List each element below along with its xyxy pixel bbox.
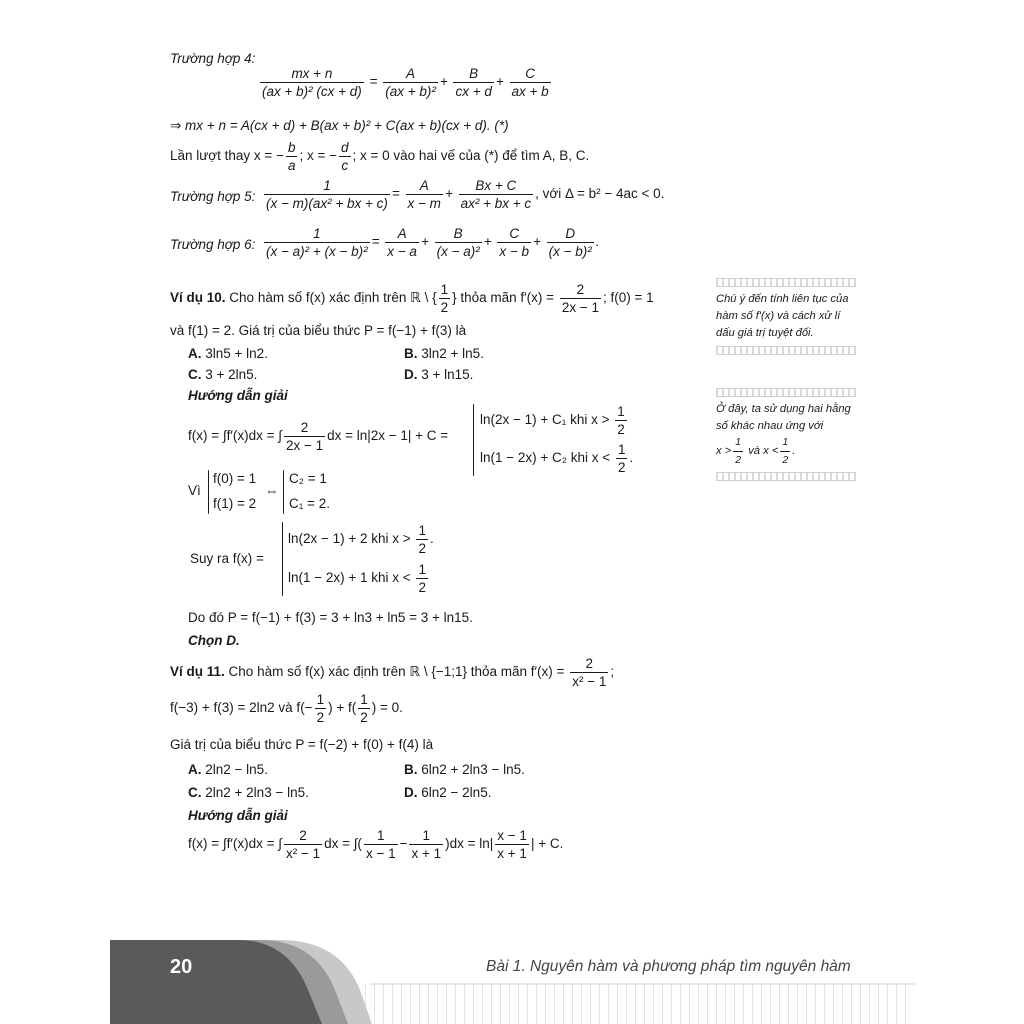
ex10-answer: Chọn D. xyxy=(188,633,240,648)
ex10-system-brace-1 xyxy=(208,470,209,514)
ex10-option-c: C. 3 + 2ln5. xyxy=(188,367,258,382)
ex10-case-2: ln(1 − 2x) + C₂ khi x < $\frac{1}{2}$ . xyxy=(480,442,634,475)
side-note-top-rule xyxy=(716,388,856,397)
case6-label: Trường hợp 6: xyxy=(170,237,256,252)
ex10-option-a: A. 3ln5 + ln2. xyxy=(188,346,268,361)
side-note-continuity-text: Chú ý đến tính liên tục của hàm số f′(x) và cách xử lí dấu giá trị tuyệt đối. xyxy=(716,293,849,339)
ex11-option-a: A. 2ln2 − ln5. xyxy=(188,762,268,777)
ex10-case-1: ln(2x − 1) + C₁ khi x > $\frac{1}{2}$ xyxy=(480,404,625,437)
case4-formula: $\frac{mx + n}{\text{(ax + b)² (cx + d)}}$ = $\frac{A}{\text{(ax + b)²}}$ + $\frac{B}{cx + d}$ + $\frac{C}{ax + b}$ xyxy=(262,66,549,99)
ex10-result-brace xyxy=(282,522,283,596)
footer-band xyxy=(110,940,1024,1024)
ex10-iff: ⇔ xyxy=(265,483,279,498)
ex10-system-1b: f(1) = 2 xyxy=(213,496,257,511)
side-note-top-rule xyxy=(716,278,856,287)
example10-statement: Ví dụ 10. Cho hàm số f(x) xác định trên ℝ \ { $\frac{1}{2}$ } thỏa mãn f′(x) = $\frac{2}{2x - 1}$ ; f(0) = 1 xyxy=(170,282,654,315)
example11-question: Giá trị của biểu thức P = f(−2) + f(0) + f(4) là xyxy=(170,737,434,752)
example11-statement: Ví dụ 11. Cho hàm số f(x) xác định trên ℝ \ {−1;1} thỏa mãn f′(x) = $\frac{2}{\text{x² − 1}}$ ; xyxy=(170,656,615,689)
ex10-guide-heading: Hướng dẫn giải xyxy=(188,388,288,403)
side-note-continuity xyxy=(716,278,856,355)
ex11-option-b: B. 6ln2 + 2ln3 − ln5. xyxy=(404,762,525,777)
ex11-guide-heading: Hướng dẫn giải xyxy=(188,808,288,823)
ex11-option-d: D. 6ln2 − 2ln5. xyxy=(404,785,492,800)
ex10-option-d: D. 3 + ln15. xyxy=(404,367,474,382)
example11-conditions: f(−3) + f(3) = 2ln2 và f(− $\frac{1}{2}$ ) + f( $\frac{1}{2}$ ) = 0. xyxy=(170,692,403,725)
ex10-conclusion: Do đó P = f(−1) + f(3) = 3 + ln3 + ln5 = 3 + ln15. xyxy=(188,610,473,625)
case4-substitution: Lần lượt thay x = − $\frac{b}{a}$ ; x = − $\frac{d}{c}$ ; x = 0 vào hai vế của (*) để tìm A, B, C. xyxy=(170,140,590,173)
ex10-vi: Vì xyxy=(188,483,201,498)
ex10-option-b: B. 3ln2 + ln5. xyxy=(404,346,484,361)
side-note-bottom-rule xyxy=(716,346,856,355)
ex10-system-brace-2 xyxy=(283,470,284,514)
side-note-bottom-rule xyxy=(716,472,856,481)
side-note-constants-text: Ở đây, ta sử dụng hai hằng số khác nhau ứng với x > $\frac{1}{2}$ và x < $\frac{1}{2}$ . xyxy=(716,403,851,466)
ex11-solution-integral: f(x) = ∫f′(x)dx = ∫ $\frac{2}{\text{x² − 1}}$ dx = ∫( $\frac{1}{x - 1}$ − $\frac{1}{x + 1}$ )dx = ln| $\frac{x - 1}{x + 1}$ | + C. xyxy=(188,828,564,861)
case6-formula: $\frac{1}{\text{(x − a)² + (x − b)²}}$ = $\frac{A}{x - a}$ + $\frac{B}{\text{(x − a)²}}$ + $\frac{C}{x - b}$ + $\frac{D}{\text{(x − b)²}}$ . xyxy=(266,226,600,259)
ex10-system-2a: C₂ = 1 xyxy=(289,471,327,486)
case5-formula: $\frac{1}{\text{(x − m)(ax² + bx + c)}}$ = $\frac{A}{x - m}$ + $\frac{Bx + C}{\text{ax² + bx + c}}$ , với Δ = b² − 4ac < 0. xyxy=(266,178,665,211)
ex10-result-1: ln(2x − 1) + 2 khi x > $\frac{1}{2}$ . xyxy=(288,523,434,556)
side-note-constants xyxy=(716,388,856,481)
case4-label: Trường hợp 4: xyxy=(170,51,256,66)
ex10-system-2b: C₁ = 2. xyxy=(289,496,330,511)
ex10-suy-ra: Suy ra f(x) = xyxy=(190,551,264,566)
page-number: 20 xyxy=(170,956,193,978)
chapter-footer-title: Bài 1. Nguyên hàm và phương pháp tìm nguyên hàm xyxy=(486,958,851,975)
case4-implication: ⇒ mx + n = A(cx + d) + B(ax + b)² + C(ax + b)(cx + d). (*) xyxy=(170,118,509,133)
ex10-result-2: ln(1 − 2x) + 1 khi x < $\frac{1}{2}$ xyxy=(288,562,426,595)
ex11-option-c: C. 2ln2 + 2ln3 − ln5. xyxy=(188,785,309,800)
ex10-system-1a: f(0) = 1 xyxy=(213,471,257,486)
ex10-case-brace xyxy=(473,404,474,476)
example10-question: và f(1) = 2. Giá trị của biểu thức P = f(−1) + f(3) là xyxy=(170,323,467,338)
ex10-solution-integral: f(x) = ∫f′(x)dx = ∫ $\frac{2}{2x - 1}$ dx = ln|2x − 1| + C = xyxy=(188,420,449,453)
case5-label: Trường hợp 5: xyxy=(170,189,256,204)
